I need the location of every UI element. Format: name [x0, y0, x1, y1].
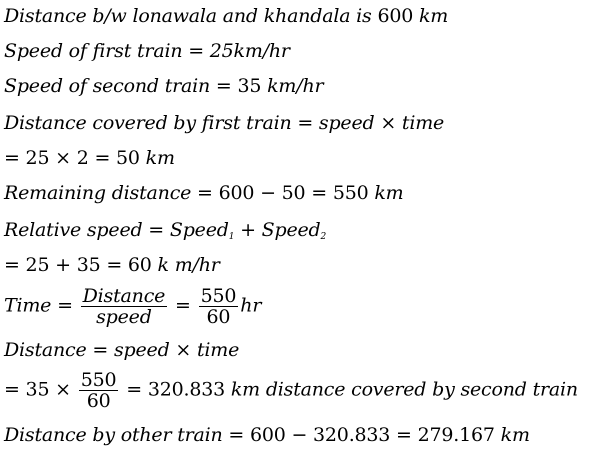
- speed-term: speed: [318, 112, 375, 134]
- fraction-550-over-60: [199, 286, 239, 327]
- speed-value: 35: [237, 75, 262, 97]
- expression: = 25 × 2 = 50: [4, 147, 140, 169]
- equals-sign: =: [215, 75, 232, 97]
- speed-value: 25km/hr: [209, 40, 290, 62]
- times-sign: ×: [175, 339, 192, 361]
- line-4: [4, 111, 444, 135]
- time-term: time: [401, 112, 445, 134]
- line-5: [4, 146, 175, 170]
- statement-text: Distance by other train: [4, 424, 223, 446]
- fraction-denominator: speed: [81, 306, 168, 327]
- equals-sign: =: [57, 294, 73, 317]
- statement-text: Distance b/w lonawala and khandala is: [4, 5, 372, 27]
- distance-value: 600: [377, 5, 414, 27]
- unit: km: [418, 5, 449, 27]
- equals-sign: =: [188, 40, 204, 62]
- times-sign: ×: [380, 112, 397, 134]
- expression: = 25 + 35 = 60: [4, 254, 152, 276]
- subscript-1: 1: [228, 232, 235, 242]
- statement-text: Relative speed: [4, 219, 143, 241]
- unit: k m/hr: [157, 254, 220, 276]
- fraction-numerator: Distance: [82, 285, 166, 307]
- unit: km/hr: [267, 75, 324, 97]
- line-3: [4, 74, 323, 98]
- unit: km: [500, 424, 530, 446]
- expression: = 600 − 320.833 = 279.167: [228, 424, 495, 446]
- expression: = 600 − 50 = 550: [197, 182, 369, 204]
- line-11: [4, 370, 578, 411]
- expression-prefix: = 35 ×: [4, 378, 71, 401]
- unit: km: [374, 182, 404, 204]
- line-1: [4, 4, 448, 28]
- fraction-550-over-60: [79, 370, 119, 411]
- fraction-denominator: 60: [79, 390, 119, 411]
- statement-text: Distance covered by first train: [4, 112, 292, 134]
- speed-term: Speed$_1$: [169, 219, 235, 242]
- equals-sign: =: [148, 219, 165, 241]
- distance-term: Distance: [4, 339, 87, 361]
- statement-text: Speed of first train: [4, 40, 183, 62]
- line-10: [4, 338, 239, 362]
- unit: hr: [240, 294, 262, 317]
- equals-sign: =: [92, 339, 109, 361]
- line-6: [4, 181, 404, 205]
- result-description: km distance covered by second train: [230, 378, 578, 401]
- speed-term: Speed$_2$: [261, 219, 327, 242]
- line-8: [4, 253, 220, 277]
- fraction-numerator: 550: [80, 369, 117, 391]
- line-7: [4, 218, 326, 249]
- fraction-distance-over-speed: [81, 286, 168, 327]
- time-term: time: [196, 339, 240, 361]
- unit: km: [145, 147, 175, 169]
- time-term: Time: [4, 294, 52, 317]
- statement-text: Speed of second train: [4, 75, 211, 97]
- line-2: [4, 39, 290, 63]
- statement-text: Remaining distance: [4, 182, 192, 204]
- equals-sign: =: [175, 294, 191, 317]
- equals-sign: =: [297, 112, 314, 134]
- line-9: [4, 286, 261, 327]
- subscript-2: 2: [320, 232, 327, 242]
- line-12: [4, 423, 530, 447]
- fraction-numerator: 550: [200, 285, 237, 307]
- fraction-denominator: 60: [199, 306, 239, 327]
- speed-term: speed: [113, 339, 170, 361]
- expression-result: = 320.833: [126, 378, 225, 401]
- plus-sign: +: [240, 219, 256, 241]
